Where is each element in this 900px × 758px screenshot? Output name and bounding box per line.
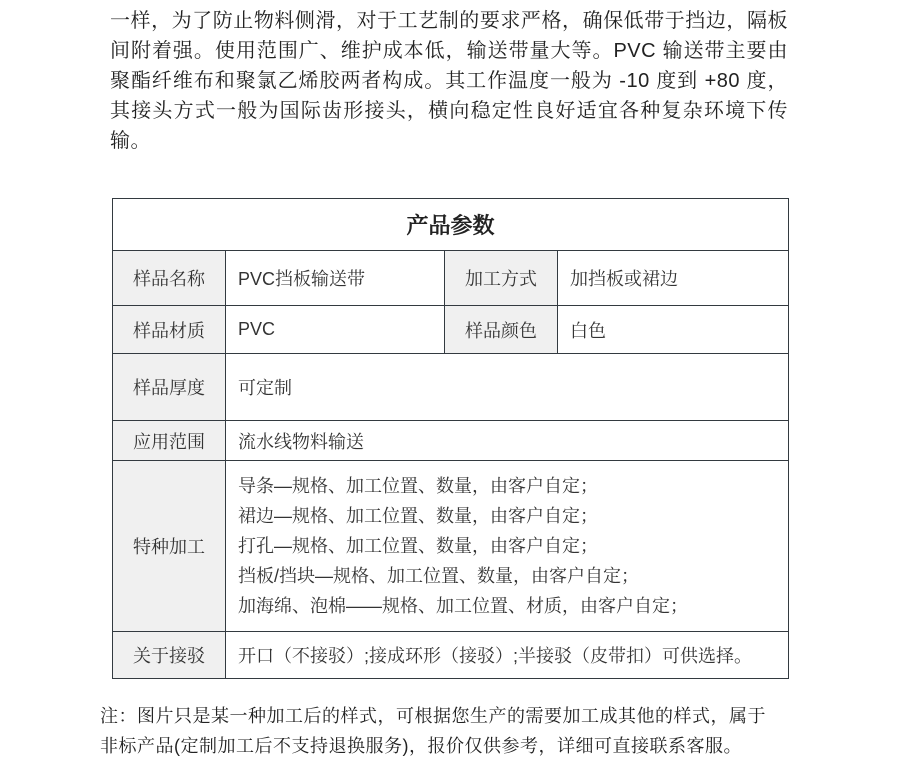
param-value-sample-name: PVC挡板输送带	[226, 251, 445, 306]
param-value-special-processing	[226, 461, 789, 632]
special-processing-line: 裙边—规格、加工位置、数量，由客户自定；	[238, 506, 598, 526]
param-label-joint-type: 关于接驳	[113, 632, 226, 679]
param-label-sample-material: 样品材质	[113, 306, 226, 354]
table-row	[113, 632, 789, 679]
table-row	[113, 461, 789, 632]
param-label-sample-thickness: 样品厚度	[113, 354, 226, 421]
param-value-sample-thickness: 可定制	[226, 354, 789, 421]
param-value-application-range: 流水线物料输送	[226, 421, 789, 461]
param-value-joint-type: 开口（不接驳）;接成环形（接驳）;半接驳（皮带扣）可供选择。	[226, 632, 789, 679]
special-processing-line: 打孔—规格、加工位置、数量，由客户自定；	[238, 536, 598, 556]
param-label-sample-name: 样品名称	[113, 251, 226, 306]
param-value-sample-color: 白色	[558, 306, 789, 354]
table-title-row	[113, 199, 789, 251]
param-label-process-method: 加工方式	[445, 251, 558, 306]
note-paragraph: 注：图片只是某一种加工后的样式，可根据您生产的需要加工成其他的样式，属于非标产品(定制加工后不支持退换服务)，报价仅供参考，详细可直接联系客服。	[100, 706, 766, 756]
table-row	[113, 251, 789, 306]
param-label-special-processing: 特种加工	[113, 461, 226, 632]
table-row	[113, 421, 789, 461]
intro-paragraph: 一样，为了防止物料侧滑，对于工艺制的要求严格，确保低带于挡边，隔板间附着强。使用范围广、维护成本低，输送带量大等。PVC 输送带主要由聚酯纤维布和聚氯乙烯胶两者构成。其工作温度一般为 -10 度到 +80 度，其接头方式一般为国际齿形接头，横向稳定性良好适宜各种复杂环境下传输。	[110, 10, 788, 152]
param-label-sample-color: 样品颜色	[445, 306, 558, 354]
special-processing-line: 挡板/挡块—规格、加工位置、数量，由客户自定；	[238, 566, 639, 586]
product-detail-page	[0, 6, 900, 758]
table-row	[113, 306, 789, 354]
product-params-table	[112, 198, 789, 679]
param-label-application-range: 应用范围	[113, 421, 226, 461]
table-title: 产品参数	[113, 199, 789, 251]
param-value-sample-material: PVC	[226, 306, 445, 354]
param-value-process-method: 加挡板或裙边	[558, 251, 789, 306]
special-processing-line: 导条—规格、加工位置、数量，由客户自定；	[238, 476, 598, 496]
special-processing-line: 加海绵、泡棉——规格、加工位置、材质，由客户自定；	[238, 596, 688, 616]
table-row	[113, 354, 789, 421]
